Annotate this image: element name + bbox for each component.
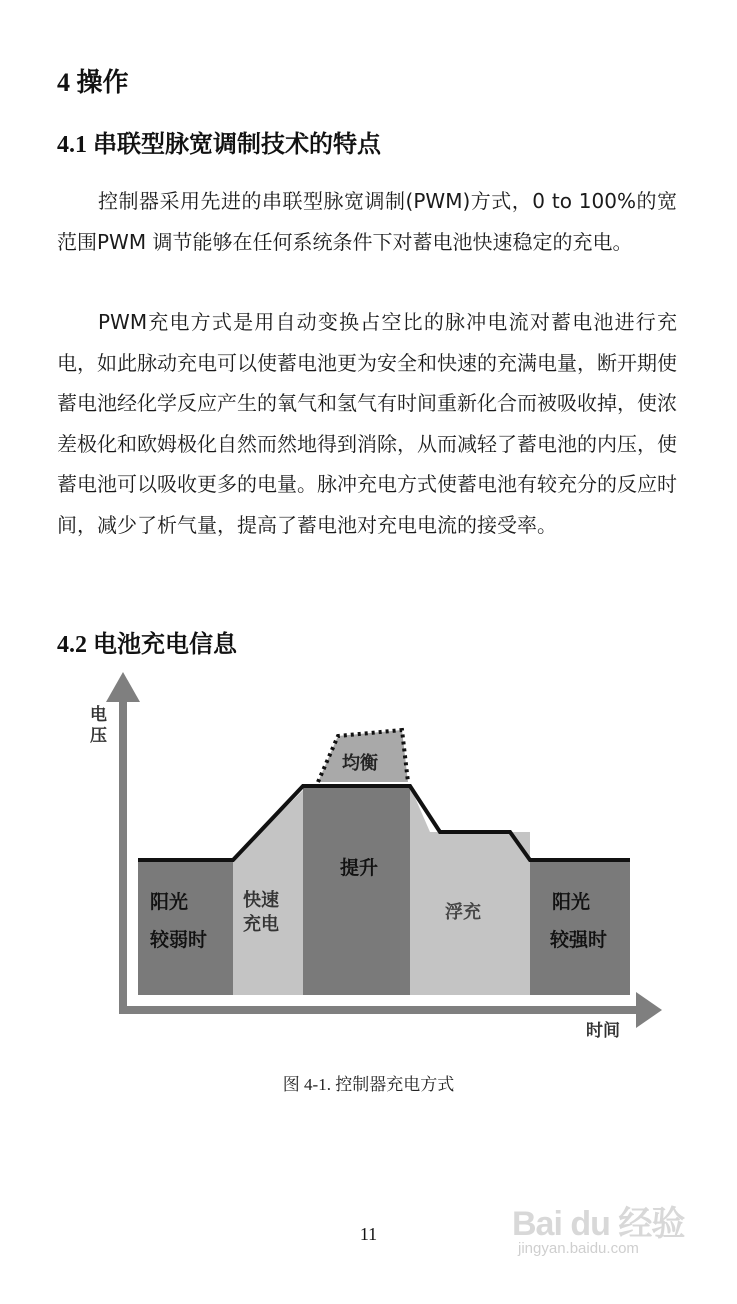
- equalize-label: 均衡: [342, 753, 378, 774]
- section-heading-4-2: 4.2 电池充电信息: [57, 632, 237, 658]
- x-axis-label: 时间: [586, 1021, 620, 1041]
- stage-label-strong-sun-2: 较强时: [550, 929, 608, 951]
- paragraph-pwm-intro: 控制器采用先进的串联型脉宽调制(PWM)方式，0 to 100%的宽范围PWM 调节能够在任何系统条件下对蓄电池快速稳定的充电。: [57, 189, 677, 254]
- page-number: 11: [359, 1224, 378, 1244]
- stage-label-weak-sun-1: 阳光: [150, 891, 189, 913]
- paragraph-pwm-detail: PWM充电方式是用自动变换占空比的脉冲电流对蓄电池进行充电，如此脉动充电可以使蓄电池更为安全和快速的充满电量，断开期使蓄电池经化学反应产生的氧气和氢气有时间重新化合而被吸收掉，使浓差极化和欧姆极化自然而然地得到消除，从而减轻了蓄电池的内压，使蓄电池可以吸收更多的电量。脉冲充电方式使蓄电池有较充分的反应时间，减少了析气量，提高了蓄电池对充电电流的接受率。: [57, 310, 677, 537]
- figure-caption: 图 4-1. 控制器充电方式: [282, 1075, 455, 1094]
- stage-block-boost: [303, 786, 410, 995]
- charging-diagram: [90, 668, 670, 1048]
- stage-label-fast-charge-2: 充电: [243, 914, 279, 935]
- stage-label-weak-sun-2: 较弱时: [150, 929, 208, 951]
- section-heading-4-1: 4.1 串联型脉宽调制技术的特点: [57, 132, 381, 158]
- watermark-logo-text: Bai du 经验: [512, 1205, 685, 1243]
- stage-block-float: [410, 786, 530, 995]
- stage-label-fast-charge-1: 快速: [243, 890, 279, 911]
- x-axis-arrow: [636, 992, 662, 1028]
- baidu-watermark: [512, 1196, 712, 1276]
- stage-label-strong-sun-1: 阳光: [552, 891, 591, 913]
- section-heading-4: 4 操作: [57, 68, 129, 97]
- y-axis-arrow: [106, 672, 140, 702]
- y-axis-label-char-2: 压: [90, 726, 107, 746]
- y-axis-label-char-1: 电: [90, 705, 107, 725]
- stage-block-strong-sun: [530, 832, 630, 995]
- stage-label-boost: 提升: [340, 857, 379, 879]
- stage-label-float: 浮充: [445, 902, 481, 923]
- stage-block-weak-sun: [138, 860, 233, 995]
- watermark-url: jingyan.baidu.com: [518, 1240, 639, 1257]
